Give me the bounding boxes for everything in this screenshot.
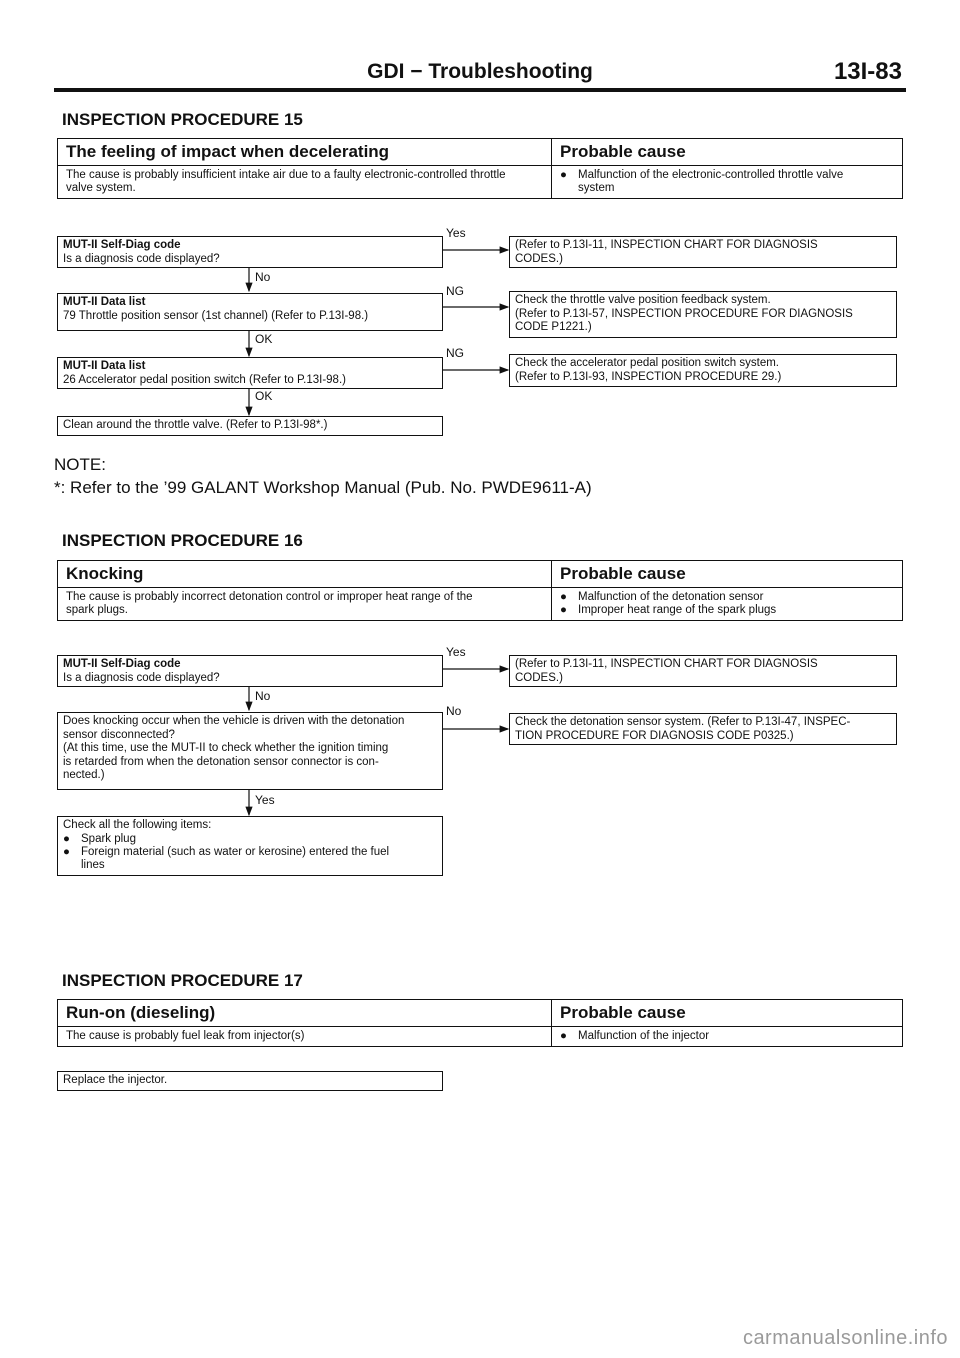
- step-text: (At this time, use the MUT-II to check whether the ignition timing: [63, 742, 389, 754]
- page-number: 13I-83: [833, 58, 902, 85]
- probable-cause-heading: Probable cause: [560, 1003, 686, 1022]
- cause-bullet-item: [560, 169, 894, 195]
- ref-text: (Refer to P.13I-11, INSPECTION CHART FOR DIAGNOSIS: [515, 658, 818, 670]
- p16-step-self-diag: [57, 655, 443, 687]
- p15-ref-feedback-system: [509, 291, 897, 338]
- p15-ref-accelerator-switch: [509, 354, 897, 387]
- p15-step-self-diag: [57, 236, 443, 268]
- step-text: Is a diagnosis code displayed?: [63, 252, 220, 265]
- procedure-15-title: INSPECTION PROCEDURE 15: [62, 110, 303, 129]
- ng-label: NG: [446, 284, 464, 298]
- cause-description-line: valve system.: [66, 182, 136, 194]
- ref-text: (Refer to P.13I-57, INSPECTION PROCEDURE FOR DIAGNOSIS: [515, 307, 853, 320]
- action-text: Clean around the throttle valve. (Refer to P.13I-98*.): [63, 419, 328, 431]
- symptom-heading: Run-on (dieseling): [66, 1003, 216, 1022]
- check-text: lines: [81, 858, 105, 871]
- step-title: MUT-II Data list: [63, 360, 146, 372]
- action-text: Replace the injector.: [63, 1074, 168, 1086]
- symptom-heading: The feeling of impact when decelerating: [66, 142, 390, 161]
- ref-text: (Refer to P.13I-93, INSPECTION PROCEDURE 29.): [515, 370, 782, 383]
- ng-label: NG: [446, 346, 464, 360]
- ref-text: TION PROCEDURE FOR DIAGNOSIS CODE P0325.): [515, 729, 794, 742]
- bullet-icon: ●: [560, 591, 567, 603]
- step-title: MUT-II Self-Diag code: [63, 239, 181, 251]
- p15-ref-inspection-chart: [509, 236, 897, 268]
- step-text: 26 Accelerator pedal position switch (Refer to P.13I-98.): [63, 373, 346, 386]
- procedure-16-cause-table: [57, 560, 903, 621]
- cause-text: Malfunction of the electronic-controlled throttle valve: [578, 169, 844, 181]
- step-text: is retarded from when the detonation sensor connector is con-: [63, 755, 379, 768]
- check-intro: Check all the following items:: [63, 819, 212, 831]
- check-text: Spark plug: [81, 832, 136, 845]
- p16-step-detonation-question: [57, 712, 443, 790]
- ref-text: Check the accelerator pedal position switch system.: [515, 357, 779, 369]
- ref-text: Check the throttle valve position feedback system.: [515, 294, 771, 306]
- no-label: No: [255, 270, 271, 284]
- watermark-text: carmanualsonline.info: [742, 1327, 948, 1349]
- no-label: No: [446, 704, 462, 718]
- cause-text: system: [578, 182, 615, 194]
- step-title: MUT-II Data list: [63, 296, 146, 308]
- procedure-15-cause-table: [57, 138, 903, 199]
- note-text: *: Refer to the ’99 GALANT Workshop Manual (Pub. No. PWDE9611-A): [54, 478, 592, 497]
- ref-text: CODES.): [515, 671, 563, 684]
- step-text: Does knocking occur when the vehicle is driven with the detonation: [63, 715, 405, 727]
- bullet-icon: ●: [560, 1030, 567, 1042]
- cause-bullet-item: [560, 604, 894, 617]
- procedure-16-title: INSPECTION PROCEDURE 16: [62, 531, 303, 550]
- step-text: sensor disconnected?: [63, 728, 175, 741]
- note-label: NOTE:: [54, 455, 106, 474]
- ref-text: (Refer to P.13I-11, INSPECTION CHART FOR DIAGNOSIS: [515, 239, 818, 251]
- cause-description-line: The cause is probably fuel leak from injector(s): [66, 1030, 305, 1042]
- p15-final-action: [57, 416, 443, 436]
- cause-description-line: spark plugs.: [66, 604, 129, 616]
- bullet-icon: ●: [560, 169, 567, 181]
- cause-bullet-item: [560, 591, 894, 604]
- procedure-17-cause-table: [57, 999, 903, 1047]
- probable-cause-heading: Probable cause: [560, 564, 686, 583]
- check-item: [63, 833, 437, 846]
- page-header-title: GDI − Troubleshooting: [367, 60, 593, 83]
- ref-text: Check the detonation sensor system. (Refer to P.13I-47, INSPEC-: [515, 716, 851, 728]
- check-item: [63, 846, 437, 872]
- cause-text: Malfunction of the detonation sensor: [578, 591, 764, 603]
- cause-bullet-item: [560, 1030, 894, 1043]
- ok-label: OK: [255, 389, 273, 403]
- probable-cause-heading: Probable cause: [560, 142, 686, 161]
- ref-text: CODE P1221.): [515, 321, 592, 333]
- yes-label: Yes: [446, 226, 466, 240]
- p15-step-data-list-79: [57, 293, 443, 331]
- ref-text: CODES.): [515, 252, 563, 265]
- symptom-heading: Knocking: [66, 564, 144, 583]
- check-text: Foreign material (such as water or kerosine) entered the fuel: [81, 845, 390, 858]
- p16-ref-inspection-chart: [509, 655, 897, 687]
- yes-label: Yes: [255, 793, 275, 807]
- cause-text: Improper heat range of the spark plugs: [578, 604, 777, 616]
- bullet-icon: ●: [560, 604, 567, 616]
- p16-final-check-items: [57, 816, 443, 876]
- step-text: Is a diagnosis code displayed?: [63, 671, 220, 684]
- cause-description-line: The cause is probably insufficient intake air due to a faulty electronic-controlled throttle: [66, 169, 506, 181]
- step-title: MUT-II Self-Diag code: [63, 658, 181, 670]
- step-text: 79 Throttle position sensor (1st channel) (Refer to P.13I-98.): [63, 309, 369, 322]
- no-label: No: [255, 689, 271, 703]
- p17-final-action: [57, 1071, 443, 1091]
- bullet-icon: ●: [63, 845, 70, 858]
- yes-label: Yes: [446, 645, 466, 659]
- procedure-17-title: INSPECTION PROCEDURE 17: [62, 971, 303, 990]
- cause-description-line: The cause is probably incorrect detonation control or improper heat range of the: [66, 591, 473, 603]
- p15-step-data-list-26: [57, 357, 443, 389]
- ok-label: OK: [255, 332, 273, 346]
- step-text: nected.): [63, 769, 105, 781]
- p16-ref-detonation-sensor: [509, 713, 897, 745]
- cause-text: Malfunction of the injector: [578, 1030, 710, 1042]
- bullet-icon: ●: [63, 832, 70, 845]
